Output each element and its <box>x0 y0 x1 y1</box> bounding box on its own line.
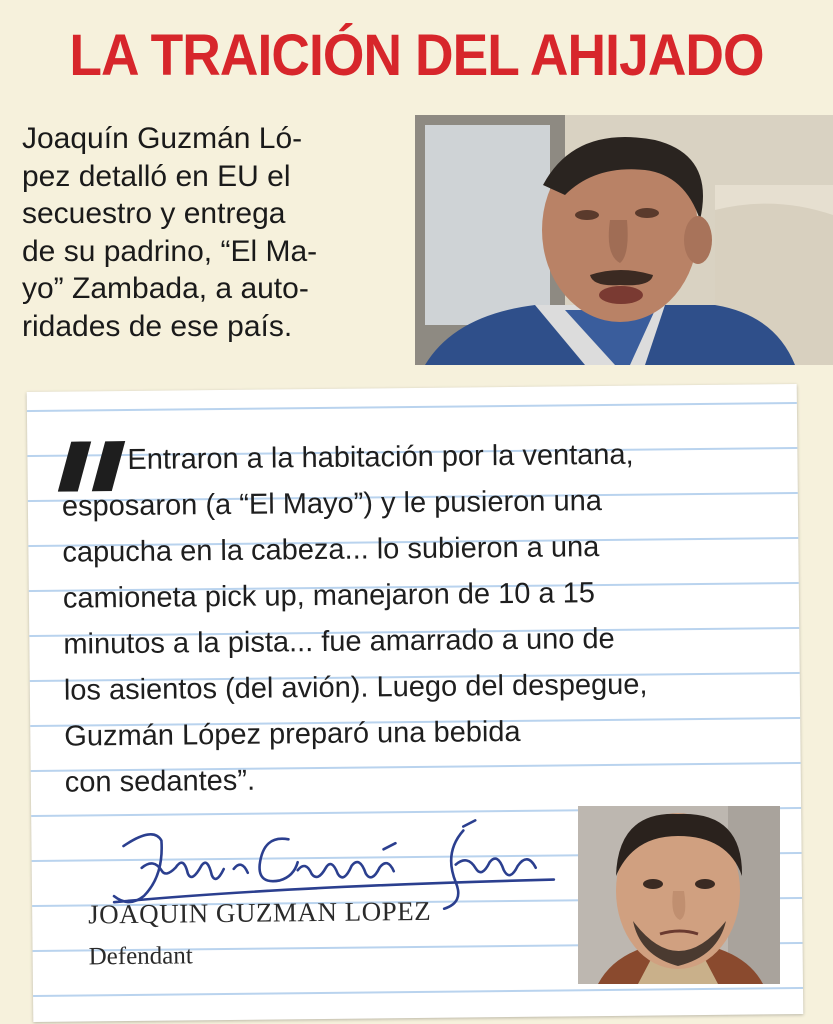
quote-line: Guzmán López preparó una bebida <box>64 715 521 753</box>
quote-line: los asientos (del avión). Luego del despegue, <box>63 668 648 707</box>
intro-line: secuestro y entrega <box>22 197 286 230</box>
quote-line: esposaron (a “El Mayo”) y le pusieron una <box>61 485 603 523</box>
quote-text <box>61 430 755 805</box>
intro-line: ridades de ese país. <box>22 309 293 343</box>
photo-el-mayo <box>415 115 833 365</box>
headline: LA TRAICIÓN DEL AHIJADO <box>69 23 764 88</box>
quote-line: capucha en la cabeza... lo subieron a una <box>62 531 600 569</box>
intro-line: yo” Zambada, a auto- <box>22 272 309 305</box>
quote-line: con sedantes”. <box>64 764 256 799</box>
photo-joaquin-illustration <box>578 806 780 984</box>
signature-role: Defendant <box>88 942 193 971</box>
intro-line: Joaquín Guzmán Ló- <box>22 122 303 155</box>
quote-line: camioneta pick up, manejaron de 10 a 15 <box>62 577 596 615</box>
quote-line: Entraron a la habitación por la ventana, <box>127 438 634 476</box>
intro-text <box>22 120 412 345</box>
signature-typed-name: JOAQUIN GUZMAN LOPEZ <box>88 895 432 930</box>
photo-el-mayo-illustration <box>415 115 833 365</box>
intro-line: pez detalló en EU el <box>22 159 291 193</box>
photo-joaquin-guzman-lopez <box>578 806 780 984</box>
quote-line: minutos a la pista... fue amarrado a uno de <box>63 622 615 661</box>
intro-line: de su padrino, “El Ma- <box>22 234 318 268</box>
